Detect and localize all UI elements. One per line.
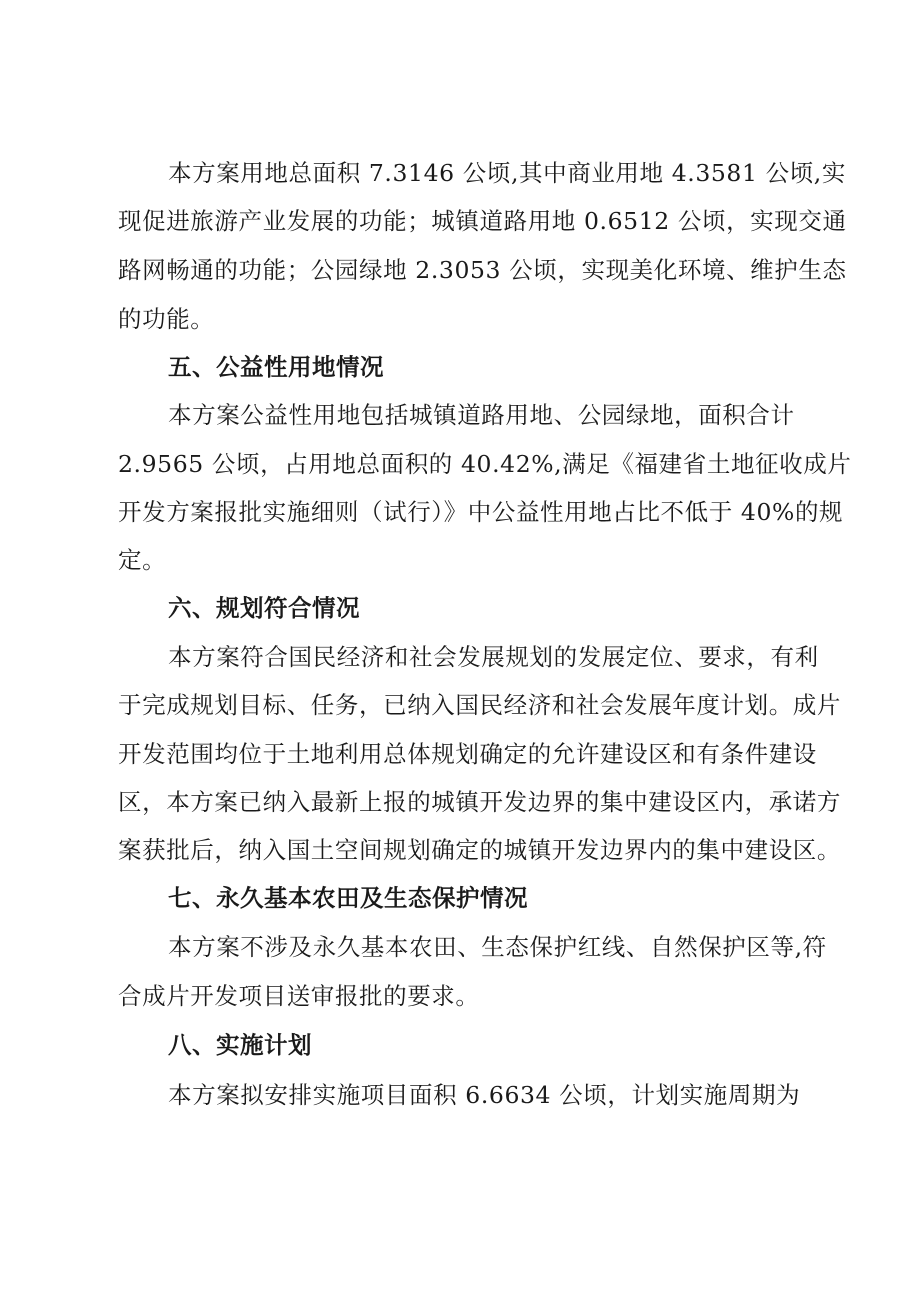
paragraph-line: 的功能。 — [118, 305, 215, 333]
paragraph-line: 区，本方案已纳入最新上报的城镇开发边界的集中建设区内，承诺方 — [118, 788, 841, 816]
paragraph-line: 合成片开发项目送审报批的要求。 — [118, 982, 480, 1010]
paragraph-line: 开发方案报批实施细则（试行）》中公益性用地占比不低于 40%的规 — [118, 498, 844, 526]
paragraph-line: 本方案用地总面积 7.3146 公顷,其中商业用地 4.3581 公顷,实 — [168, 159, 846, 187]
paragraph-line: 于完成规划目标、任务，已纳入国民经济和社会发展年度计划。成片 — [118, 691, 841, 719]
paragraph-line: 定。 — [118, 546, 167, 574]
paragraph-line: 现促进旅游产业发展的功能；城镇道路用地 0.6512 公顷，实现交通 — [118, 207, 847, 235]
section-heading: 六、规划符合情况 — [168, 594, 360, 622]
paragraph-line: 开发范围均位于土地利用总体规划确定的允许建设区和有条件建设 — [118, 740, 817, 768]
paragraph-line: 2.9565 公顷，占用地总面积的 40.42%,满足《福建省土地征收成片 — [118, 450, 852, 478]
section-heading: 七、永久基本农田及生态保护情况 — [168, 884, 528, 912]
section-heading: 八、实施计划 — [168, 1031, 312, 1059]
paragraph-line: 本方案符合国民经济和社会发展规划的发展定位、要求，有利 — [168, 643, 819, 671]
paragraph-line: 案获批后，纳入国土空间规划确定的城镇开发边界内的集中建设区。 — [118, 836, 841, 864]
paragraph-line: 本方案不涉及永久基本农田、生态保护红线、自然保护区等,符 — [168, 933, 827, 961]
paragraph-line: 路网畅通的功能；公园绿地 2.3053 公顷，实现美化环境、维护生态 — [118, 256, 847, 284]
section-heading: 五、公益性用地情况 — [168, 353, 384, 381]
paragraph-line: 本方案拟安排实施项目面积 6.6634 公顷，计划实施周期为 — [168, 1081, 801, 1109]
paragraph-line: 本方案公益性用地包括城镇道路用地、公园绿地，面积合计 — [168, 401, 795, 429]
